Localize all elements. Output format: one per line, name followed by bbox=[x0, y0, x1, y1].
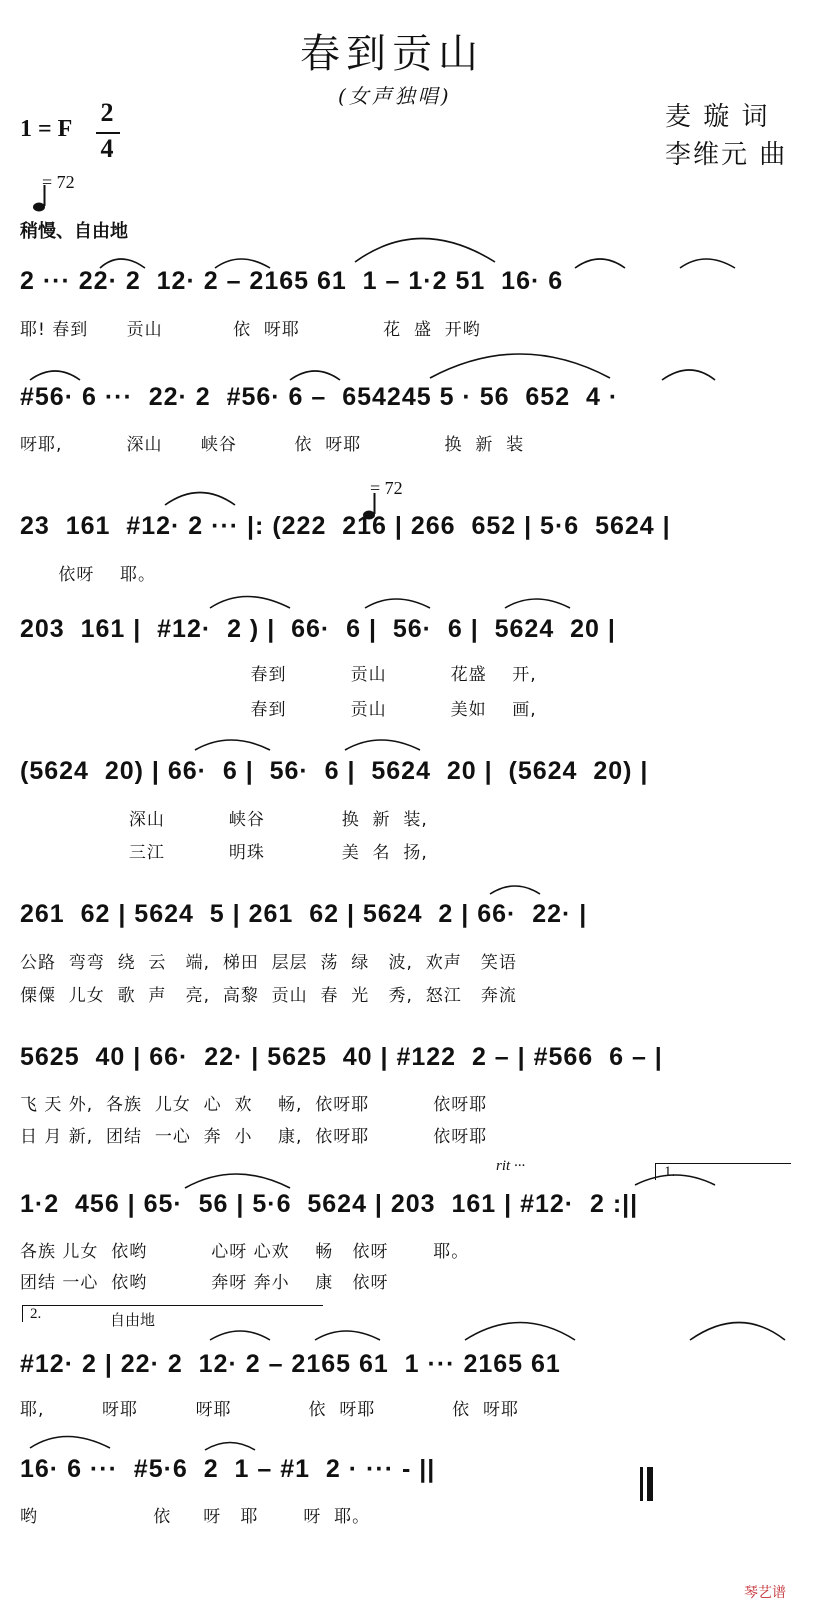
watermark-logo: 琴艺谱 bbox=[744, 1585, 786, 1601]
lyric-line: 耶! 春到 贡山 依 呀耶 花 盛 开哟 bbox=[20, 320, 481, 340]
notation-line: 203 161 | #12· 2 ) | 66· 6 | 56· 6 | 5624 20 | bbox=[20, 615, 616, 643]
composer-credit: 李维元 曲 bbox=[665, 140, 788, 170]
ritardando-marking: rit ··· bbox=[496, 1158, 526, 1174]
volta-number: 1. bbox=[664, 1164, 676, 1180]
lyric-line: 团结 一心 依哟 奔呀 奔小 康 依呀 bbox=[20, 1273, 389, 1293]
notation-line: 23 161 #12· 2 ··· |: (222 216 | 266 652 | 5·6 5624 | bbox=[20, 512, 671, 540]
notation-line: 261 62 | 5624 5 | 261 62 | 5624 2 | 66· 22· | bbox=[20, 900, 588, 928]
lyric-line: 呀耶, 深山 峡谷 依 呀耶 换 新 装 bbox=[20, 435, 525, 455]
meter-bottom: 4 bbox=[100, 134, 114, 163]
notation-line: 16· 6 ··· #5·6 2 1 – #1 2 · ··· - || bbox=[20, 1455, 436, 1483]
lyric-line: 傈僳 儿女 歌 声 亮, 高黎 贡山 春 光 秀, 怒江 奔流 bbox=[20, 986, 517, 1006]
lyric-line: 三江 明珠 美 名 扬, bbox=[20, 843, 428, 863]
lyric-line: 飞 天 外, 各族 儿女 心 欢 畅, 依呀耶 依呀耶 bbox=[20, 1095, 488, 1115]
lyric-line: 公路 弯弯 绕 云 端, 梯田 层层 荡 绿 波, 欢声 笑语 bbox=[20, 953, 517, 973]
lyricist-credit: 麦 璇 词 bbox=[665, 102, 770, 132]
page-subtitle: (女声独唱) bbox=[338, 84, 452, 108]
notation-line: (5624 20) | 66· 6 | 56· 6 | 5624 20 | (5624 20) | bbox=[20, 757, 649, 785]
notation-line: 1·2 456 | 65· 56 | 5·6 5624 | 203 161 | #12· 2 :|| bbox=[20, 1190, 639, 1218]
tempo-marking: = 72 bbox=[42, 172, 75, 192]
lyric-line: 春到 贡山 美如 画, bbox=[20, 700, 537, 720]
expression-marking: 自由地 bbox=[110, 1312, 156, 1329]
notation-line: 5625 40 | 66· 22· | 5625 40 | #122 2 – | #566 6 – | bbox=[20, 1043, 663, 1071]
page-title: 春到贡山 bbox=[300, 31, 484, 77]
notation-line: 2 ··· 22· 2 12· 2 – 2165 61 1 – 1·2 51 16· 6 bbox=[20, 267, 564, 295]
lyric-line: 耶, 呀耶 呀耶 依 呀耶 依 呀耶 bbox=[20, 1400, 519, 1420]
notation-line: #56· 6 ··· 22· 2 #56· 6 – 654245 5 · 56 652 4 · bbox=[20, 383, 619, 411]
key-signature: 1 = F bbox=[20, 116, 73, 142]
volta-number: 2. bbox=[30, 1306, 42, 1322]
tempo-marking: = 72 bbox=[370, 478, 403, 498]
expression-marking: 稍慢、自由地 bbox=[20, 221, 128, 241]
lyric-line: 春到 贡山 花盛 开, bbox=[20, 665, 537, 685]
lyric-line: 依呀 耶。 bbox=[20, 565, 157, 585]
notation-line: #12· 2 | 22· 2 12· 2 – 2165 61 1 ··· 2165 61 bbox=[20, 1350, 561, 1378]
lyric-line: 各族 儿女 依哟 心呀 心欢 畅 依呀 耶。 bbox=[20, 1242, 470, 1262]
lyric-line: 哟 依 呀 耶 呀 耶。 bbox=[20, 1507, 371, 1527]
lyric-line: 深山 峡谷 换 新 装, bbox=[20, 810, 428, 830]
meter-top: 2 bbox=[100, 98, 114, 127]
lyric-line: 日 月 新, 团结 一心 奔 小 康, 依呀耶 依呀耶 bbox=[20, 1127, 488, 1147]
